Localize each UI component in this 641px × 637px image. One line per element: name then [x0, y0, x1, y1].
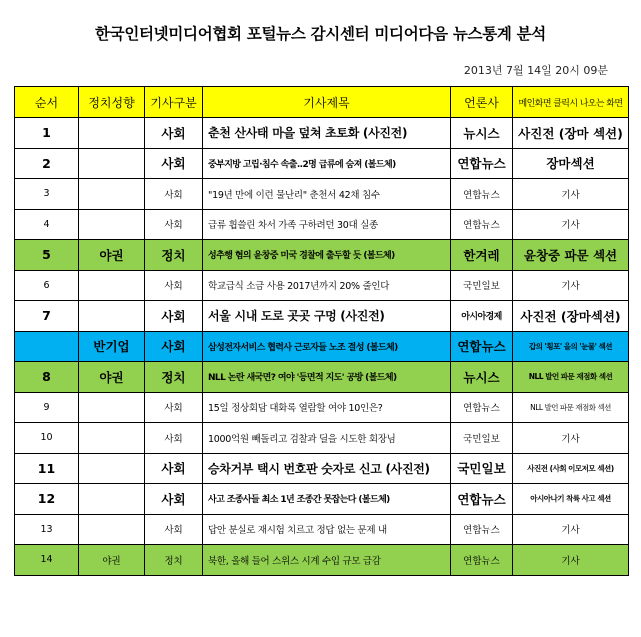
cell-main: 기사	[513, 514, 629, 545]
table-row	[15, 148, 629, 179]
news-stats-table	[14, 86, 629, 576]
cell-main: 기사	[513, 270, 629, 301]
cell-category: 정치	[145, 545, 203, 576]
cell-title: 성추행 혐의 윤창중 미국 경찰에 출두할 듯 (볼드체)	[203, 240, 451, 271]
table-row	[15, 331, 629, 362]
table-row	[15, 514, 629, 545]
table-row	[15, 209, 629, 240]
cell-seq: 1	[15, 118, 79, 149]
cell-politics	[79, 514, 145, 545]
cell-main: 사진전 (사회 이모저모 섹션)	[513, 453, 629, 484]
cell-category: 사회	[145, 423, 203, 454]
cell-category: 사회	[145, 148, 203, 179]
cell-media: 뉴시스	[451, 362, 513, 393]
cell-title: 15일 정상회담 대화록 열람할 여야 10인은?	[203, 392, 451, 423]
cell-politics: 야권	[79, 362, 145, 393]
table-row	[15, 392, 629, 423]
cell-title: 1000억원 빼돌리고 검찰과 딜을 시도한 회장님	[203, 423, 451, 454]
cell-category: 사회	[145, 392, 203, 423]
cell-seq: 5	[15, 240, 79, 271]
cell-media: 한겨레	[451, 240, 513, 271]
cell-title: 삼성전자서비스 협력사 근로자들 노조 결성 (볼드체)	[203, 331, 451, 362]
cell-title: 답안 분실로 재시험 치르고 정답 없는 문제 내	[203, 514, 451, 545]
header-category: 기사구분	[145, 87, 203, 118]
cell-category: 사회	[145, 331, 203, 362]
cell-seq: 4	[15, 209, 79, 240]
table-row	[15, 484, 629, 515]
table-row	[15, 301, 629, 332]
cell-politics	[79, 118, 145, 149]
cell-main: 아시아나기 착륙 사고 섹션	[513, 484, 629, 515]
cell-media: 연합뉴스	[451, 209, 513, 240]
cell-media: 연합뉴스	[451, 179, 513, 210]
cell-title: 북한, 올해 들어 스위스 시계 수입 규모 급감	[203, 545, 451, 576]
cell-media: 국민일보	[451, 423, 513, 454]
table-row	[15, 423, 629, 454]
cell-title: 승차거부 택시 번호판 숫자로 신고 (사진전)	[203, 453, 451, 484]
cell-category: 사회	[145, 484, 203, 515]
cell-politics	[79, 209, 145, 240]
cell-main: 갑의 '횡포' 을의 '눈물' 섹션	[513, 331, 629, 362]
cell-title: 급류 휩쓸린 차서 가족 구하려던 30대 실종	[203, 209, 451, 240]
cell-main: NLL 발언 파문 재점화 섹션	[513, 392, 629, 423]
cell-politics	[79, 453, 145, 484]
header-seq: 순서	[15, 87, 79, 118]
cell-media: 연합뉴스	[451, 392, 513, 423]
header-media: 언론사	[451, 87, 513, 118]
cell-category: 사회	[145, 179, 203, 210]
table-row	[15, 270, 629, 301]
cell-main: 기사	[513, 545, 629, 576]
cell-main: NLL 발언 파문 재점화 섹션	[513, 362, 629, 393]
cell-politics: 야권	[79, 545, 145, 576]
cell-category: 사회	[145, 270, 203, 301]
cell-politics	[79, 423, 145, 454]
cell-title: 서울 시내 도로 곳곳 구멍 (사진전)	[203, 301, 451, 332]
cell-seq: 14	[15, 545, 79, 576]
cell-main: 기사	[513, 423, 629, 454]
table-row	[15, 362, 629, 393]
page-title: 한국인터넷미디어협회 포털뉴스 감시센터 미디어다음 뉴스통계 분석	[94, 25, 546, 43]
cell-seq: 11	[15, 453, 79, 484]
cell-main: 장마섹션	[513, 148, 629, 179]
cell-media: 뉴시스	[451, 118, 513, 149]
cell-media: 연합뉴스	[451, 148, 513, 179]
cell-main: 사진전 (장마섹션)	[513, 301, 629, 332]
cell-politics: 야권	[79, 240, 145, 271]
table-row	[15, 118, 629, 149]
cell-politics	[79, 179, 145, 210]
cell-title: "19년 만에 이런 물난리" 춘천서 42채 침수	[203, 179, 451, 210]
cell-category: 사회	[145, 209, 203, 240]
cell-main: 사진전 (장마 섹션)	[513, 118, 629, 149]
cell-media: 연합뉴스	[451, 484, 513, 515]
cell-seq: 6	[15, 270, 79, 301]
cell-media: 연합뉴스	[451, 331, 513, 362]
header-title: 기사제목	[203, 87, 451, 118]
cell-politics	[79, 270, 145, 301]
cell-title: NLL 논란 새국면? 여야 '등면적 지도' 공방 (볼드체)	[203, 362, 451, 393]
cell-main: 윤창중 파문 섹션	[513, 240, 629, 271]
cell-category: 사회	[145, 118, 203, 149]
cell-media: 국민일보	[451, 270, 513, 301]
cell-main: 기사	[513, 209, 629, 240]
cell-seq: 3	[15, 179, 79, 210]
cell-seq: 9	[15, 392, 79, 423]
cell-seq: 10	[15, 423, 79, 454]
cell-seq: 13	[15, 514, 79, 545]
cell-title: 사고 조종사들 최소 1년 조종간 못잡는다 (볼드체)	[203, 484, 451, 515]
cell-seq: 8	[15, 362, 79, 393]
table-row	[15, 179, 629, 210]
cell-category: 정치	[145, 240, 203, 271]
cell-title: 중부지방 고립·침수 속출..2명 급류에 숨져 (볼드체)	[203, 148, 451, 179]
header-politics: 정치성향	[79, 87, 145, 118]
cell-main: 기사	[513, 179, 629, 210]
cell-media: 국민일보	[451, 453, 513, 484]
cell-seq: 12	[15, 484, 79, 515]
cell-category: 사회	[145, 453, 203, 484]
cell-politics	[79, 148, 145, 179]
table-row	[15, 545, 629, 576]
timestamp: 2013년 7월 14일 20시 09분	[463, 64, 608, 77]
cell-politics	[79, 301, 145, 332]
table-row	[15, 453, 629, 484]
cell-category: 사회	[145, 301, 203, 332]
header-row	[15, 87, 629, 118]
cell-politics	[79, 484, 145, 515]
cell-media: 아시아경제	[451, 301, 513, 332]
cell-seq	[15, 331, 79, 362]
cell-category: 정치	[145, 362, 203, 393]
cell-seq: 2	[15, 148, 79, 179]
cell-title: 학교급식 소금 사용 2017년까지 20% 줄인다	[203, 270, 451, 301]
cell-category: 사회	[145, 514, 203, 545]
cell-media: 연합뉴스	[451, 545, 513, 576]
table-row	[15, 240, 629, 271]
cell-seq: 7	[15, 301, 79, 332]
cell-politics	[79, 392, 145, 423]
cell-title: 춘천 산사태 마을 덮쳐 초토화 (사진전)	[203, 118, 451, 149]
cell-media: 연합뉴스	[451, 514, 513, 545]
header-main-screen: 메인화면 클릭시 나오는 화면	[513, 87, 629, 118]
cell-politics: 반기업	[79, 331, 145, 362]
